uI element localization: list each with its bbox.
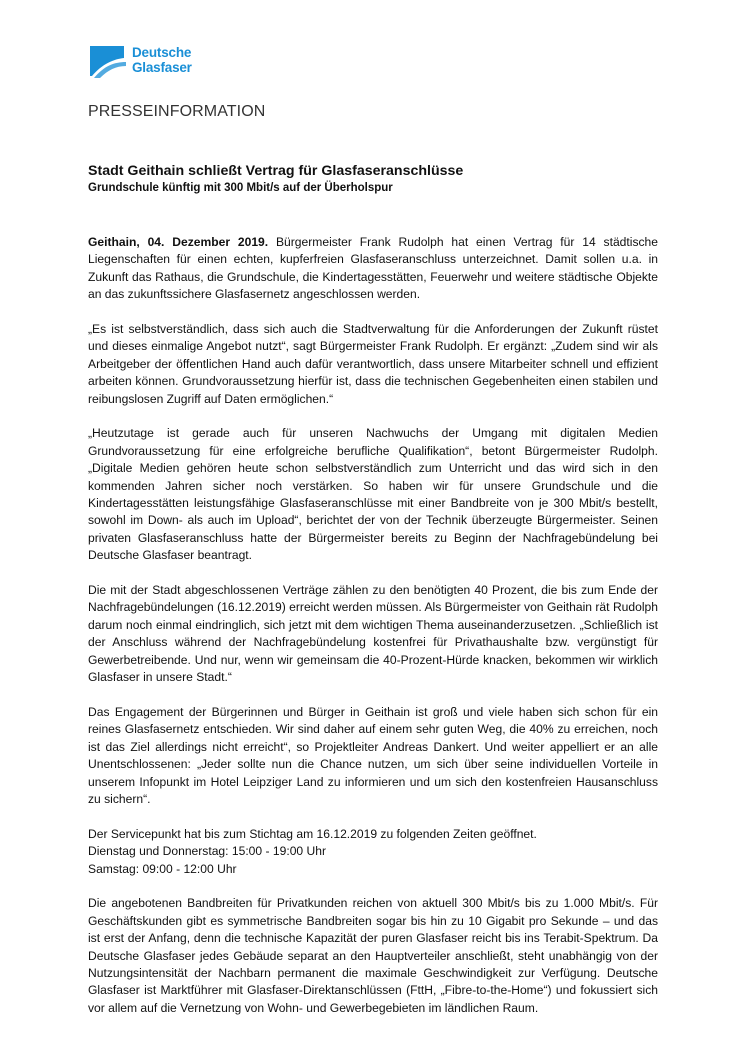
paragraph-contracts: Die mit der Stadt abgeschlossenen Verträge zählen zu den benötigten 40 Prozent, die bis zum Ende der Nachfragebündelungen (16.12.2019) erreicht werden müssen. Als Bürgermeister von Geithain rät Rudolph darum noch einmal eindringlich, sich jetzt mit dem wichtigen Thema auseinanderzusetzen. „Schließlich ist der Anschluss während der Nachfragebündelung kostenfrei für Privathaushalte bzw. vergünstigt für Gewerbetreibende. Und nur, wenn wir gemeinsam die 40-Prozent-Hürde knacken, bekommen wir wirklich Glasfaser in unsere Stadt.“ <box>88 583 658 685</box>
paragraph-quote-1: „Es ist selbstverständlich, dass sich auch die Stadtverwaltung für die Anforderungen der Zukunft rüstet und dieses einmalige Angebot nutzt“, sagt Bürgermeister Frank Rudolph. Er ergänzt: „Zudem sind wir als Arbeitgeber der öffentlichen Hand auch dafür verantwortlich, dass unsere Mitarbeiter schnell und effizient arbeiten können. Grundvoraussetzung hierfür ist, dass die technischen Gegebenheiten einen stabilen und reibungslosen Zugriff auf Daten ermöglichen.“ <box>88 322 658 406</box>
service-hours-saturday: Samstag: 09:00 - 12:00 Uhr <box>88 861 237 876</box>
article-body <box>88 234 658 1035</box>
paragraph-engagement: Das Engagement der Bürgerinnen und Bürger in Geithain ist groß und viele haben sich schon für ein reines Glasfasernetz entschieden. Wir sind daher auf einem sehr guten Weg, die 40% zu erreichen, noch ist das Ziel allerdings nicht erreicht“, so Projektleiter Andreas Dankert. Und weiter appelliert er an alle Unentschlossenen: „Jeder sollte nun die Chance nutzen, um sich über seine individuellen Vorteile in unserem Infopunkt im Hotel Leipziger Land zu informieren und um sich den kostenfreien Hausanschluss zu sichern“. <box>88 704 658 806</box>
logo-line-1: Deutsche <box>132 45 192 60</box>
paragraph-intro <box>88 234 658 304</box>
article-subtitle: Grundschule künftig mit 300 Mbit/s auf der Überholspur <box>88 182 393 194</box>
dateline: Geithain, 04. Dezember 2019. <box>88 235 269 249</box>
logo-line-2: Glasfaser <box>132 60 192 75</box>
document-type-label: PRESSEINFORMATION <box>88 103 266 120</box>
logo <box>88 42 208 82</box>
deutsche-glasfaser-logo-mark <box>88 44 128 80</box>
service-intro: Der Servicepunkt hat bis zum Stichtag am 16.12.2019 zu folgenden Zeiten geöffnet. <box>88 826 537 841</box>
paragraph-bandwidth: Die angebotenen Bandbreiten für Privatkunden reichen von aktuell 300 Mbit/s bis zu 1.000 Mbit/s. Für Geschäftskunden gibt es symmetrische Bandbreiten sogar bis hin zu 10 Gigabit pro Sekunde – und das ist erst der Anfang, denn die technische Kapazität der puren Glasfaser reicht bis ins Terabit-Spektrum. Da Deutsche Glasfaser jedes Gebäude separat an den Hauptverteiler anschließt, steht unabhängig von der Nutzungsintensität der Nachbarn permanent die maximale Geschwindigkeit zur Verfügung. Deutsche Glasfaser ist Marktführer mit Glasfaser-Direktanschlüssen (FttH, „Fibre-to-the-Home“) und fokussiert sich vor allem auf die Vernetzung von Wohn- und Gewerbegebieten im ländlichen Raum. <box>88 896 658 1015</box>
article-title: Stadt Geithain schließt Vertrag für Glasfaseranschlüsse <box>88 163 464 179</box>
logo-wordmark <box>132 45 192 75</box>
paragraph-quote-2: „Heutzutage ist gerade auch für unseren Nachwuchs der Umgang mit digitalen Medien Grundvoraussetzung für eine erfolgreiche berufliche Qualifikation“, betont Bürgermeister Rudolph. „Digitale Medien gehören heute schon selbstverständlich zum Unterricht und das wird sich in den kommenden Jahren sicher noch verstärken. So haben wir für unsere Grundschule und die Kindertagesstätten leistungsfähige Glasfaseranschlüsse mit einer Bandbreite von je 300 Mbit/s bestellt, sowohl im Down- als auch im Upload“, berichtet der von der Technik überzeugte Bürgermeister. Seinen privaten Glasfaseranschluss hatte der Bürgermeister bereits zu Beginn der Nachfragebündelung bei Deutsche Glasfaser beantragt. <box>88 426 658 563</box>
service-hours-weekday: Dienstag und Donnerstag: 15:00 - 19:00 Uhr <box>88 844 326 859</box>
paragraph-intro-text: Bürgermeister Frank Rudolph hat einen Vertrag für 14 städtische Liegenschaften für einen echten, kupferfreien Glasfaseranschluss unterzeichnet. Damit sollen u.a. in Zukunft das Rathaus, die Grundschule, die Kindertagesstätten, Feuerwehr und weitere städtische Objekte an das zukunftssichere Glasfasernetz angeschlossen werden. <box>88 235 659 302</box>
paragraph-service-hours <box>88 826 658 878</box>
